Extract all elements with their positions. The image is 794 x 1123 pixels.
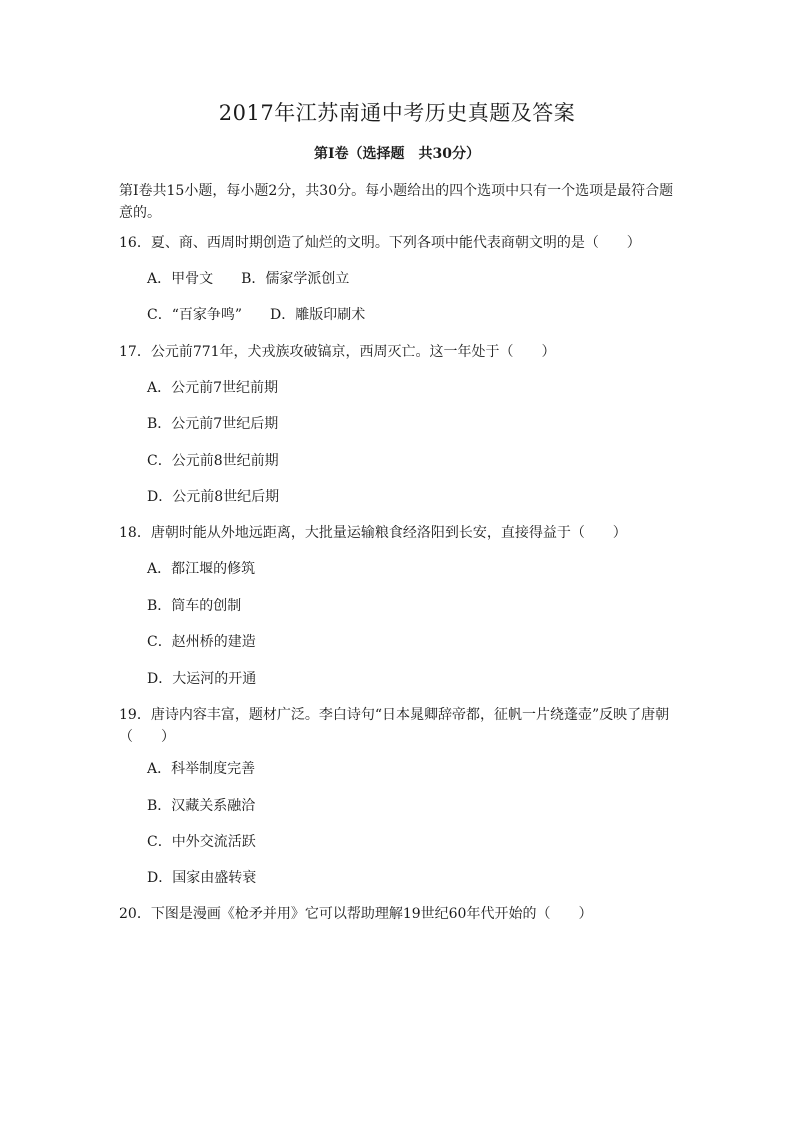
question-19-stem: 19．唐诗内容丰富，题材广泛。李白诗句“日本晁卿辞帝都，征帆一片绕蓬壶”反映了唐朝（ ）	[119, 707, 670, 745]
question-19-option-a: A．科举制度完善	[147, 761, 256, 777]
question-19-option-c: C．中外交流活跃	[147, 834, 256, 850]
question-17-option-d: D．公元前8世纪后期	[147, 489, 280, 505]
question-19-option-b: B．汉藏关系融洽	[147, 798, 256, 814]
question-17-stem: 17．公元前771年，犬戎族攻破镐京，西周灭亡。这一年处于（ ）	[119, 344, 556, 360]
question-16-stem: 16．夏、商、西周时期创造了灿烂的文明。下列各项中能代表商朝文明的是（ ）	[119, 235, 641, 251]
question-17-option-b: B．公元前7世纪后期	[147, 416, 279, 432]
question-16-option-c: C．“百家争鸣”	[147, 307, 243, 323]
question-17-option-c: C．公元前8世纪前期	[147, 453, 279, 469]
question-16-option-b: B．儒家学派创立	[241, 271, 350, 287]
question-18-option-c: C．赵州桥的建造	[147, 634, 256, 650]
question-16-options-row-1	[147, 268, 349, 290]
question-20-stem: 20．下图是漫画《枪矛并用》它可以帮助理解19世纪60年代开始的（ ）	[119, 906, 593, 922]
question-19-option-d: D．国家由盛转衰	[147, 870, 257, 886]
question-16-option-a: A．甲骨文	[147, 271, 214, 287]
section-title: 第Ⅰ卷（选择题 共30分）	[313, 146, 481, 162]
question-16-options-row-2	[147, 304, 365, 326]
section-instructions: 第Ⅰ卷共15小题，每小题2分，共30分。每小题给出的四个选项中只有一个选项是最符合题意的。	[119, 183, 674, 221]
question-18-option-a: A．都江堰的修筑	[147, 561, 256, 577]
question-16-option-d: D．雕版印刷术	[270, 307, 366, 323]
question-18-stem: 18．唐朝时能从外地远距离，大批量运输粮食经洛阳到长安，直接得益于（ ）	[119, 525, 627, 541]
question-18-option-d: D．大运河的开通	[147, 671, 257, 687]
question-18-option-b: B．筒车的创制	[147, 598, 242, 614]
question-17-option-a: A．公元前7世纪前期	[147, 380, 279, 396]
document-title: 2017年江苏南通中考历史真题及答案	[218, 101, 576, 125]
